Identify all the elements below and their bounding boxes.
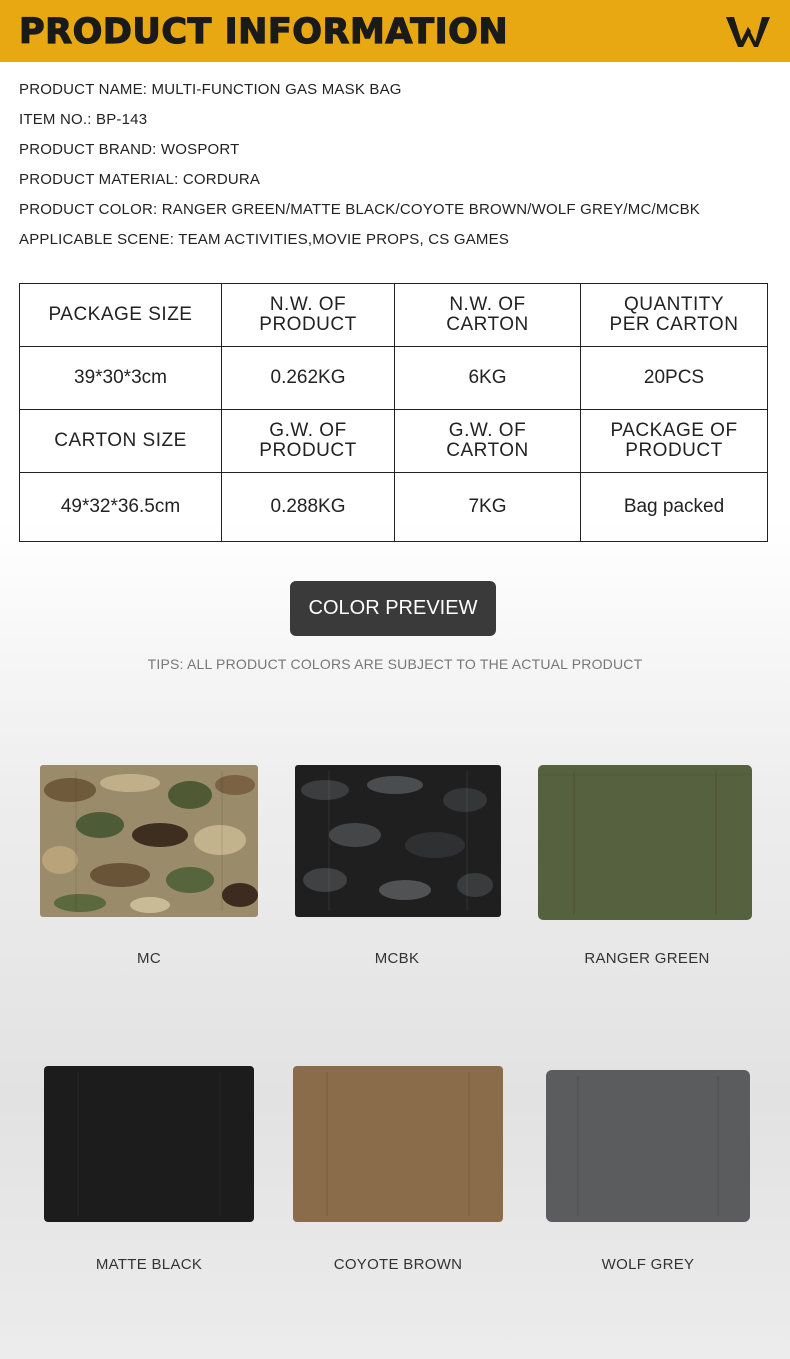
- product-name: PRODUCT NAME: MULTI-FUNCTION GAS MASK BAG: [19, 81, 402, 98]
- table-cell: 20PCS: [581, 347, 768, 410]
- table-cell: 6KG: [395, 347, 581, 410]
- table-row: [20, 410, 768, 473]
- spec-table: [19, 283, 768, 542]
- table-header-cell: [581, 284, 768, 347]
- color-preview-button: COLOR PREVIEW: [290, 581, 496, 636]
- wolf-grey-bag-image: [546, 1070, 750, 1222]
- table-cell: Bag packed: [581, 473, 768, 542]
- mcbk-bag-image: [295, 765, 501, 917]
- swatch-label-mc: MC: [137, 950, 161, 967]
- header-bar: [0, 0, 790, 62]
- swatch-label-matte-black: MATTE BLACK: [95, 1256, 203, 1273]
- table-header-cell: [222, 284, 395, 347]
- table-cell: 49*32*36.5cm: [20, 473, 222, 542]
- table-header-cell: [20, 284, 222, 347]
- swatch-ranger-green: [538, 765, 752, 920]
- table-header-cell: [395, 410, 581, 473]
- applicable-scene: APPLICABLE SCENE: TEAM ACTIVITIES,MOVIE PROPS, CS GAMES: [19, 231, 510, 248]
- cell-text: G.W. OF PRODUCT: [259, 420, 357, 461]
- product-brand: PRODUCT BRAND: WOSPORT: [19, 141, 240, 158]
- ranger-green-bag-image: [538, 765, 752, 920]
- coyote-brown-bag-image: [293, 1066, 503, 1222]
- table-row: [20, 347, 768, 410]
- w-logo-icon: [724, 13, 772, 51]
- swatch-label-ranger-green: RANGER GREEN: [584, 950, 710, 967]
- cell-text: PACKAGE OF PRODUCT: [610, 420, 738, 461]
- table-header-cell: [222, 410, 395, 473]
- item-number: ITEM NO.: BP-143: [19, 111, 148, 128]
- table-header-cell: [581, 410, 768, 473]
- table-row: [20, 473, 768, 542]
- table-cell: 0.288KG: [222, 473, 395, 542]
- swatch-matte-black: [44, 1066, 254, 1222]
- swatch-mc: [40, 765, 258, 917]
- swatch-label-mcbk: MCBK: [374, 950, 420, 967]
- table-cell: 7KG: [395, 473, 581, 542]
- cell-text: G.W. OF CARTON: [446, 420, 529, 461]
- cell-text: N.W. OF PRODUCT: [259, 294, 357, 335]
- page-title: PRODUCT INFORMATION: [19, 12, 509, 52]
- table-header-cell: [20, 410, 222, 473]
- cell-text: QUANTITY PER CARTON: [609, 294, 739, 335]
- product-material: PRODUCT MATERIAL: CORDURA: [19, 171, 261, 188]
- cell-text: PACKAGE SIZE: [48, 304, 193, 325]
- cell-text: CARTON SIZE: [54, 430, 187, 451]
- table-row: [20, 284, 768, 347]
- table-header-cell: [395, 284, 581, 347]
- cell-text: N.W. OF CARTON: [446, 294, 529, 335]
- swatch-label-wolf-grey: WOLF GREY: [601, 1256, 695, 1273]
- mc-bag-image: [40, 765, 258, 917]
- swatch-mcbk: [295, 765, 501, 917]
- swatch-coyote-brown: [293, 1066, 503, 1222]
- swatch-label-coyote-brown: COYOTE BROWN: [333, 1256, 463, 1273]
- product-color: PRODUCT COLOR: RANGER GREEN/MATTE BLACK/COYOTE BROWN/WOLF GREY/MC/MCBK: [19, 201, 701, 218]
- table-cell: 39*30*3cm: [20, 347, 222, 410]
- swatch-wolf-grey: [546, 1070, 750, 1222]
- matte-black-bag-image: [44, 1066, 254, 1222]
- table-cell: 0.262KG: [222, 347, 395, 410]
- product-info: [19, 80, 700, 260]
- tips-text: TIPS: ALL PRODUCT COLORS ARE SUBJECT TO THE ACTUAL PRODUCT: [147, 656, 643, 672]
